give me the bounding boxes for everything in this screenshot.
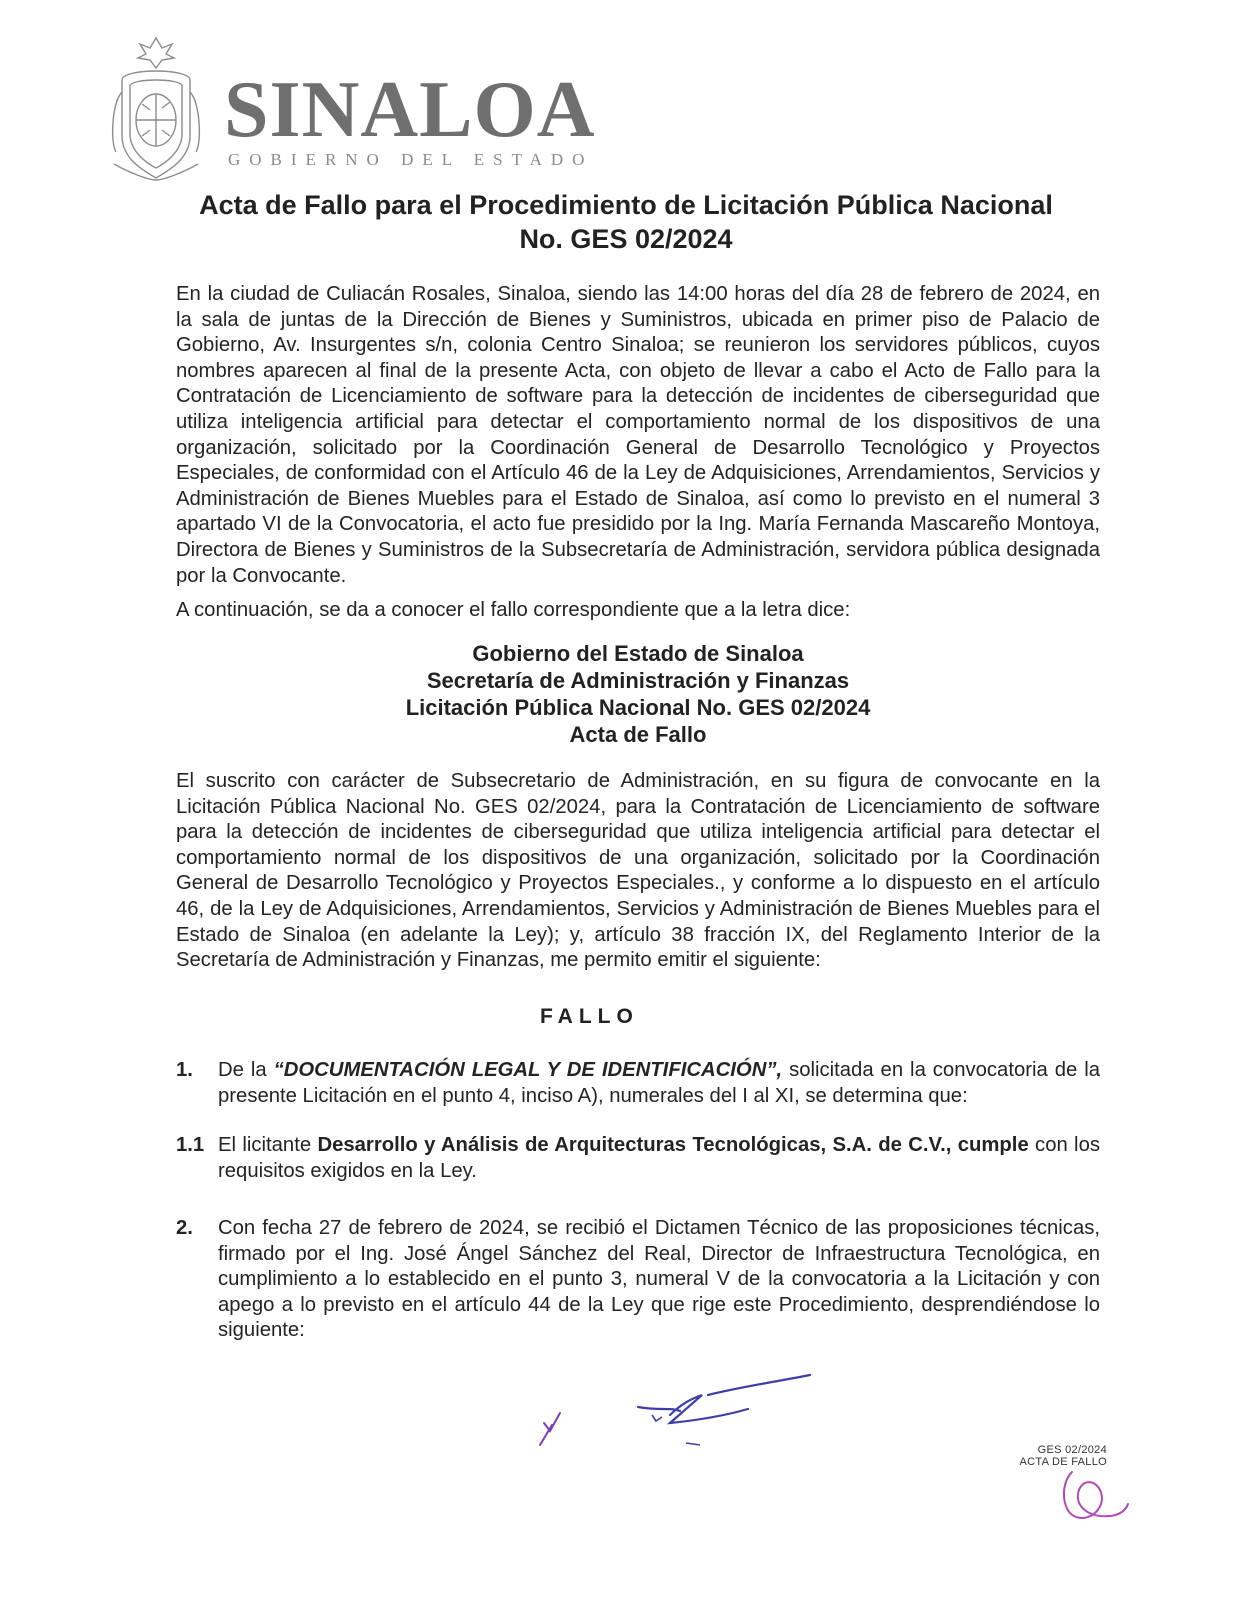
- item-emphasis: Desarrollo y Análisis de Arquitecturas Tecnológicas, S.A. de C.V., cumple: [317, 1134, 1029, 1156]
- brand-subtitle: GOBIERNO DEL ESTADO: [228, 150, 594, 169]
- item-text: Con fecha 27 de febrero de 2024, se recibió el Dictamen Técnico de las proposiciones técnicas, firmado por el Ing. José Ángel Sánchez del Real, Director de Infraestructura Tecnológica, en cumplimiento a lo establecido en el punto 3, numeral V de la convocatoria a la Licitación y con apego a lo previsto en el artículo 44 de la Ley que rige este Procedimiento, desprendiéndose lo siguiente:: [218, 1217, 1100, 1342]
- signature-initials-icon: [520, 1365, 820, 1465]
- heading-acta: Acta de Fallo: [569, 722, 707, 747]
- heading-government: Gobierno del Estado de Sinaloa: [472, 641, 804, 666]
- heading-tender: Licitación Pública Nacional No. GES 02/2024: [405, 695, 871, 720]
- state-seal-icon: [108, 32, 204, 182]
- title-line-2: No. GES 02/2024: [519, 224, 733, 254]
- title-line-1: Acta de Fallo para el Procedimiento de Licitación Pública Nacional: [199, 190, 1053, 220]
- subscriber-paragraph: El suscrito con carácter de Subsecretario de Administración, en su figura de convocante en la Licitación Pública Nacional No. GES 02/2024, para la Contratación de Licenciamiento de software para la detección de incidentes de ciberseguridad que utiliza inteligencia artificial para detectar el comportamiento normal de los dispositivos de una organización, solicitado por la Coordinación General de Desarrollo Tecnológico y Proyectos Especiales., y conforme a lo dispuesto en el artículo 46, de la Ley de Adquisiciones, Arrendamientos, Servicios y Administración de Bienes Muebles para el Estado de Sinaloa (en adelante la Ley); y, artículo 38 fracción IX, del Reglamento Interior de la Secretaría de Administración y Finanzas, me permito emitir el siguiente:: [176, 770, 1100, 972]
- item-text: [218, 1133, 1100, 1184]
- item-emphasis: “DOCUMENTACIÓN LEGAL Y DE IDENTIFICACIÓN”,: [273, 1059, 783, 1081]
- item-post: con los requisitos exigidos en la Ley.: [218, 1134, 1100, 1182]
- item-number: 1.: [176, 1059, 193, 1081]
- corner-signature-icon: [1050, 1460, 1130, 1530]
- item-pre: El licitante: [218, 1134, 318, 1156]
- intro-paragraph: En la ciudad de Culiacán Rosales, Sinaloa, siendo las 14:00 horas del día 28 de febrero de 2024, en la sala de juntas de la Dirección de Bienes y Suministros, ubicada en primer piso de Palacio de Gobierno, Av. Insurgentes s/n, colonia Centro Sinaloa; se reunieron los servidores públicos, cuyos nombres aparecen al final de la presente Acta, con objeto de llevar a cabo el Acto de Fallo para la Contratación de Licenciamiento de software para la detección de incidentes de ciberseguridad que utiliza inteligencia artificial para detectar el comportamiento normal de los dispositivos de una organización, solicitado por la Coordinación General de Desarrollo Tecnológico y Proyectos Especiales, de conformidad con el Artículo 46 de la Ley de Adquisiciones, Arrendamientos, Servicios y Administración de Bienes Muebles para el Estado de Sinaloa, así como lo previsto en el numeral 3 apartado VI de la Convocatoria, el acto fue presidido por la Ing. María Fernanda Mascareño Montoya, Directora de Bienes y Suministros de la Subsecretaría de Administración, servidora pública designada por la Convocante.: [176, 283, 1100, 587]
- heading-secretariat: Secretaría de Administración y Finanzas: [426, 668, 850, 693]
- fallo-heading: FALLO: [540, 1005, 639, 1028]
- item-text: [218, 1058, 1100, 1109]
- resolution-heading: [250, 640, 1026, 748]
- brand-name: SINALOA: [224, 66, 596, 154]
- item-pre: De la: [218, 1059, 274, 1081]
- item-number: 1.1: [176, 1134, 205, 1156]
- item-post: solicitada en la convocatoria de la presente Licitación en el punto 4, inciso A), numerales del I al XI, se determina que:: [218, 1059, 1101, 1107]
- continuation-paragraph: A continuación, se da a conocer el fallo correspondiente que a la letra dice:: [176, 599, 851, 621]
- footer-label: ACTA DE FALLO: [1019, 1456, 1107, 1468]
- document-title: [150, 188, 1102, 256]
- item-number: 2.: [176, 1217, 193, 1239]
- footer-code: GES 02/2024: [1037, 1444, 1107, 1456]
